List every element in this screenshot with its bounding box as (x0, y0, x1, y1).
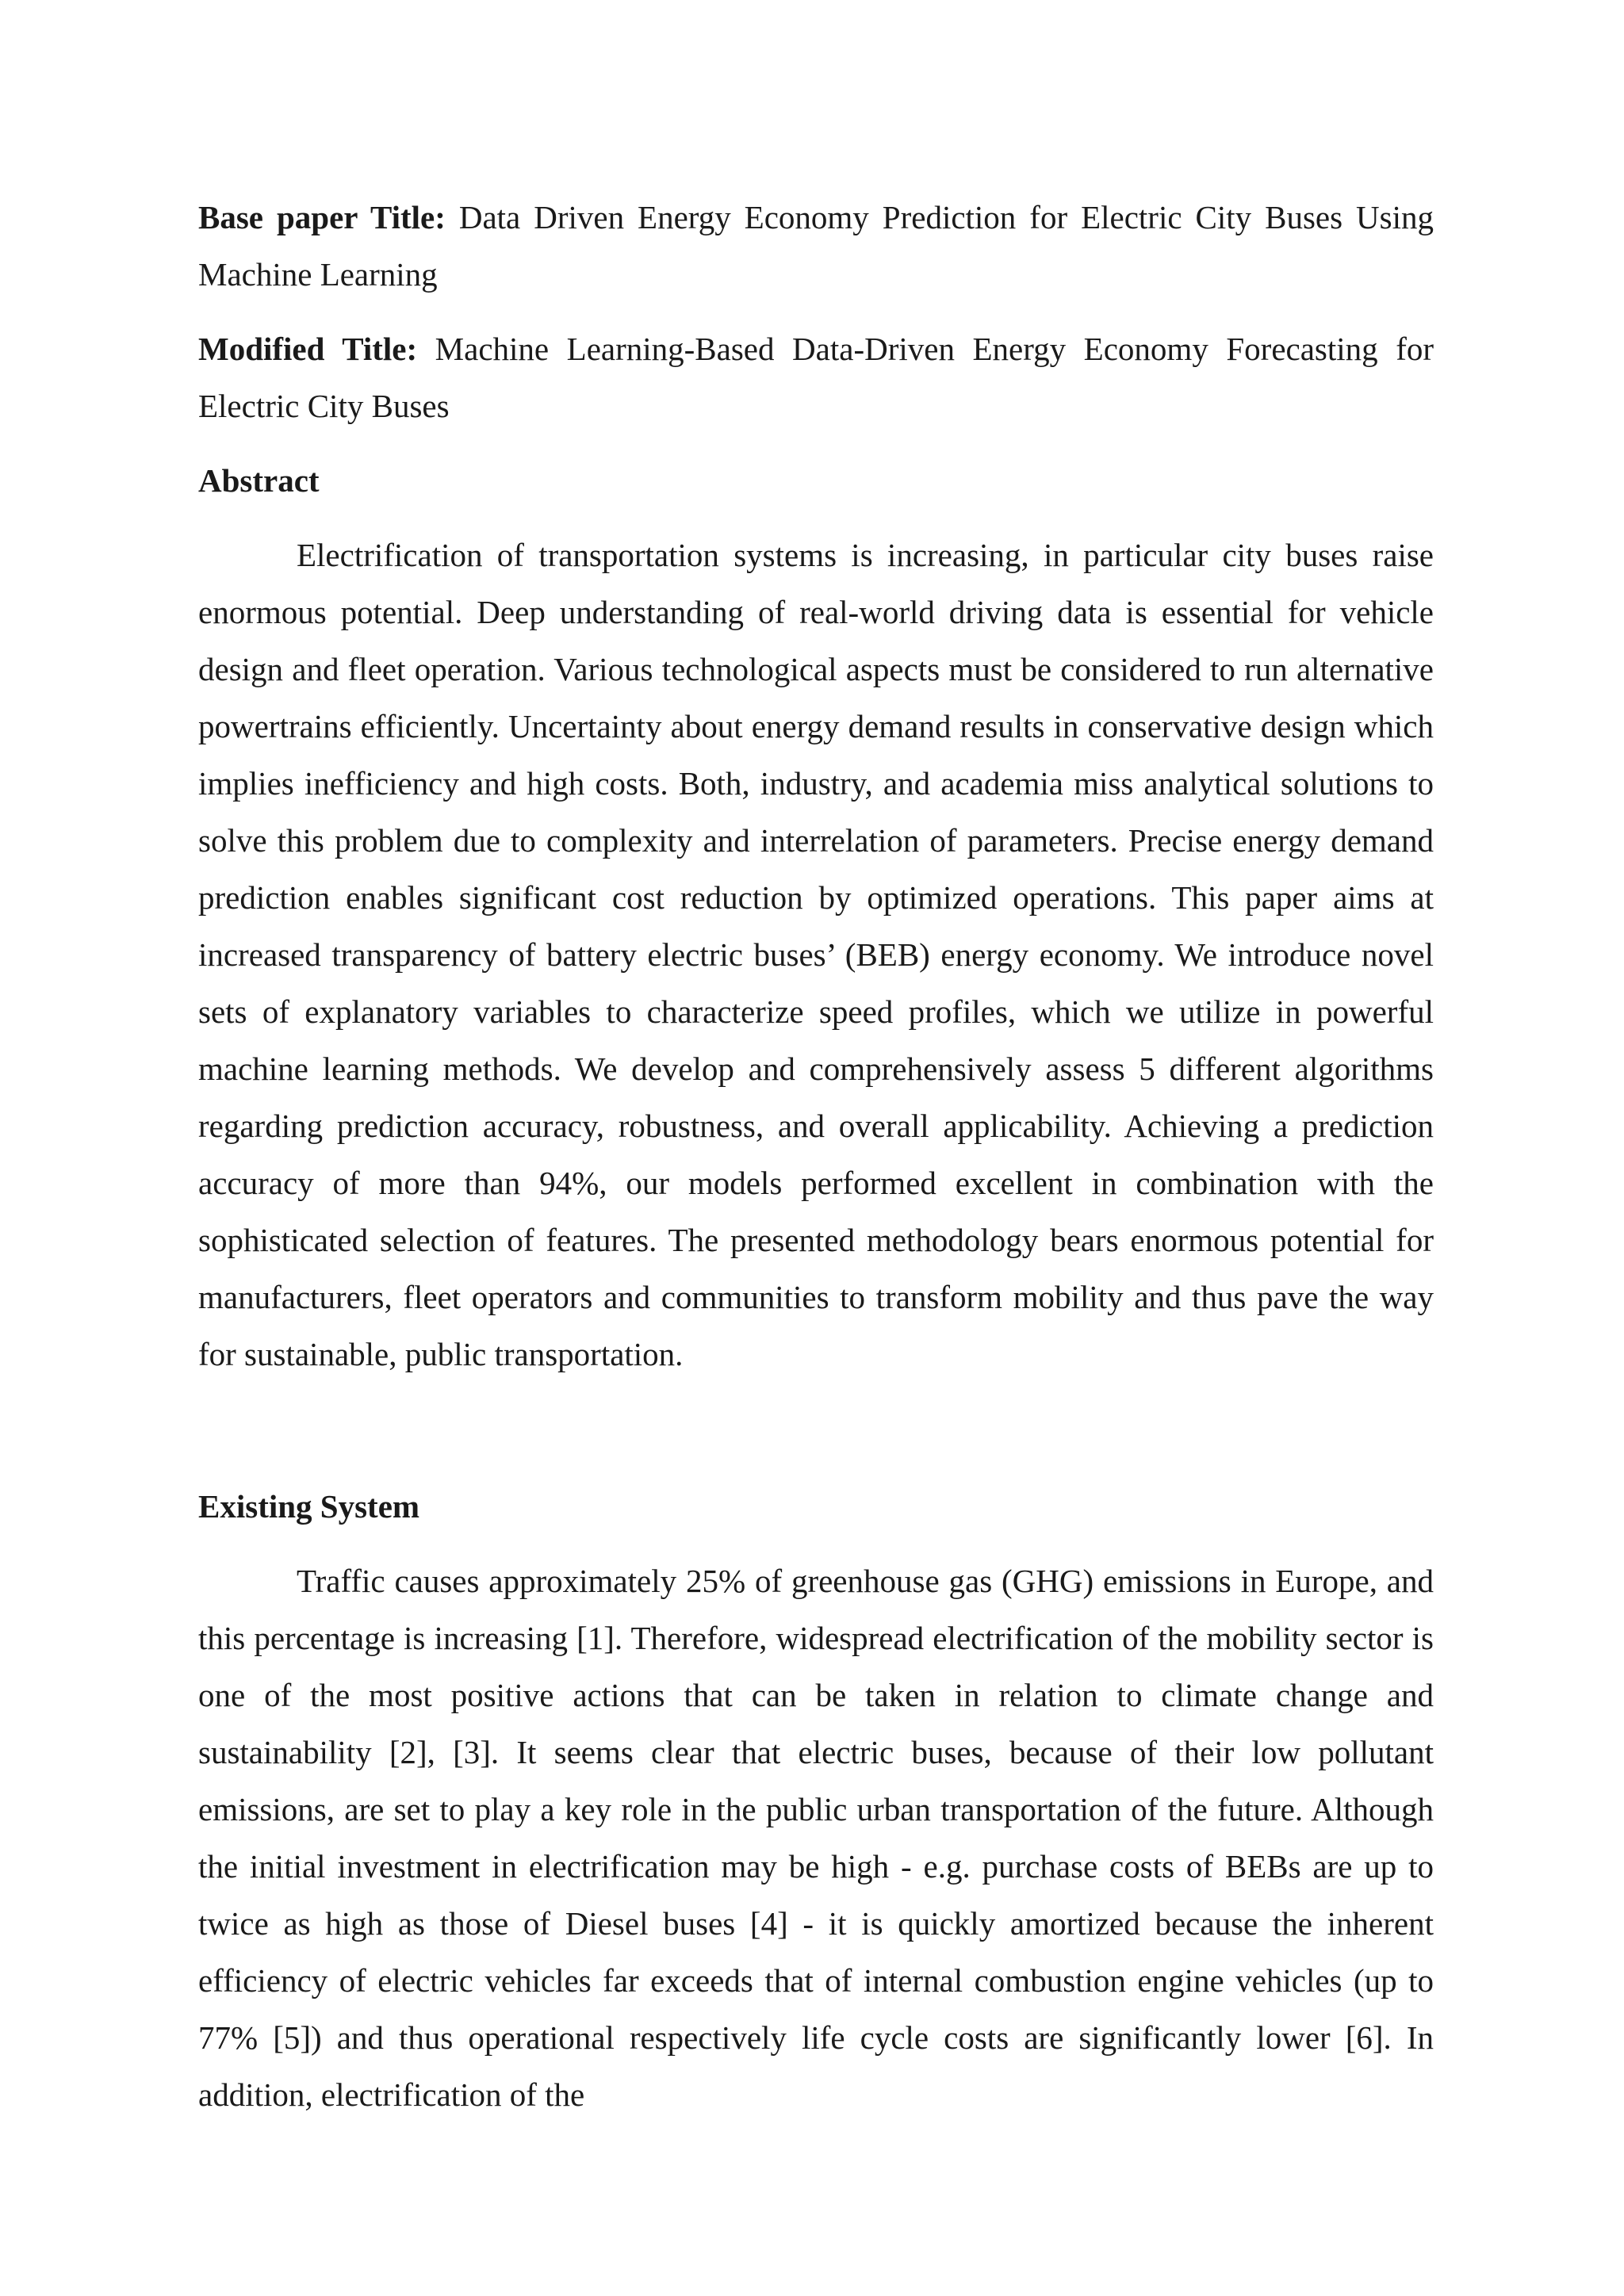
modified-title-text: Machine Learning-Based Data-Driven Energy Economy Forecasting for Electric City Buses (198, 331, 1434, 424)
section-spacer (198, 1383, 1434, 1478)
modified-title-label: Modified Title: (198, 331, 418, 367)
modified-title (198, 320, 1434, 434)
abstract-body: Electrification of transportation systems is increasing, in particular city buses raise enormous potential. Deep understanding of real-world driving data is essential for vehicle design and fleet operation. Various technological aspects must be considered to run alternative powertrains efficiently. Uncertainty about energy demand results in conservative design which implies inefficiency and high costs. Both, industry, and academia miss analytical solutions to solve this problem due to complexity and interrelation of parameters. Precise energy demand prediction enables significant cost reduction by optimized operations. This paper aims at increased transparency of battery electric buses’ (BEB) energy economy. We introduce novel sets of explanatory variables to characterize speed profiles, which we utilize in powerful machine learning methods. We develop and comprehensively assess 5 different algorithms regarding prediction accuracy, robustness, and overall applicability. Achieving a prediction accuracy of more than 94%, our models performed excellent in combination with the sophisticated selection of features. The presented methodology bears enormous potential for manufacturers, fleet operators and communities to transform mobility and thus pave the way for sustainable, public transportation. (198, 537, 1434, 1372)
abstract-heading: Abstract (198, 462, 320, 499)
base-paper-title-text: Data Driven Energy Economy Prediction for Electric City Buses Using Machine Learning (198, 199, 1434, 293)
base-paper-title-label: Base paper Title: (198, 199, 446, 235)
existing-system-heading: Existing System (198, 1488, 420, 1525)
document-page (198, 189, 1434, 2123)
existing-system-body: Traffic causes approximately 25% of greenhouse gas (GHG) emissions in Europe, and this percentage is increasing [1]. Therefore, widespread electrification of the mobility sector is one of the most positive actions that can be taken in relation to climate change and sustainability [2], [3]. It seems clear that electric buses, because of their low pollutant emissions, are set to play a key role in the public urban transportation of the future. Although the initial investment in electrification may be high - e.g. purchase costs of BEBs are up to twice as high as those of Diesel buses [4] - it is quickly amortized because the inherent efficiency of electric vehicles far exceeds that of internal combustion engine vehicles (up to 77% [5]) and thus operational respectively life cycle costs are significantly lower [6]. In addition, electrification of the (198, 1563, 1434, 2113)
base-paper-title (198, 189, 1434, 303)
